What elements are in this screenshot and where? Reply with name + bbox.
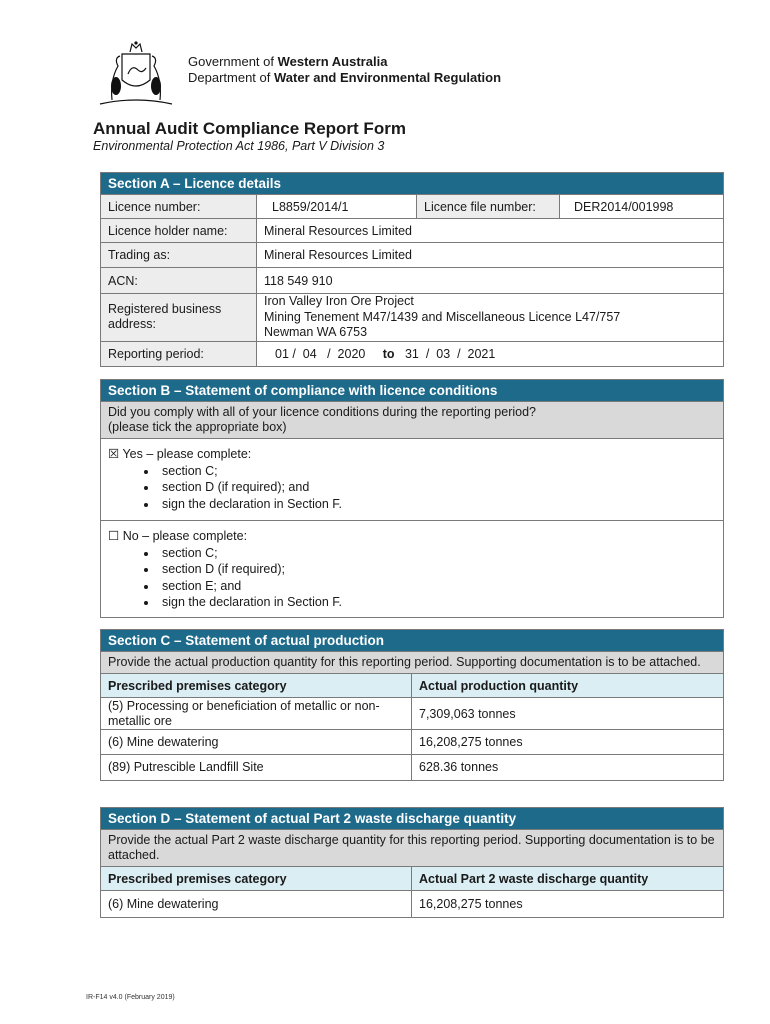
question-line: (please tick the appropriate box): [108, 420, 287, 434]
list-item: • section C;: [158, 545, 716, 562]
list-item: • section D (if required);: [158, 561, 716, 578]
period-to: to: [382, 346, 395, 361]
section-c-heading: Section C – Statement of actual production: [101, 630, 723, 651]
address-line: Mining Tenement M47/1439 and Miscellaneous Licence L47/757: [264, 309, 621, 324]
category-cell: (6) Mine dewatering: [101, 730, 412, 755]
yes-list: [108, 463, 716, 513]
category-cell: (89) Putrescible Landfill Site: [101, 755, 412, 780]
table-row: [101, 891, 723, 917]
period-start: 01 / 04 / 2020: [275, 346, 366, 361]
section-d-intro: Provide the actual Part 2 waste discharge quantity for this reporting period. Supporting documentation is to be attached.: [101, 829, 723, 866]
address-line: Iron Valley Iron Ore Project: [264, 294, 414, 308]
acn-field[interactable]: 118 549 910: [257, 268, 724, 294]
col-header-quantity: Actual Part 2 waste discharge quantity: [412, 867, 724, 891]
address-line: Newman WA 6753: [264, 325, 368, 339]
dept-name: Water and Environmental Regulation: [274, 70, 502, 85]
section-c-intro: Provide the actual production quantity for this reporting period. Supporting documentation is to be attached.: [101, 651, 723, 673]
no-list: [108, 545, 716, 611]
list-item: • section D (if required); and: [158, 479, 716, 496]
list-item: • sign the declaration in Section F.: [158, 496, 716, 513]
list-item: • sign the declaration in Section F.: [158, 594, 716, 611]
section-b: [100, 379, 724, 618]
quantity-cell[interactable]: 7,309,063 tonnes: [412, 698, 724, 730]
reporting-period-field[interactable]: [257, 341, 724, 366]
period-end: 31 / 03 / 2021: [404, 346, 496, 361]
section-c: [100, 629, 724, 781]
section-d: [100, 807, 724, 918]
licence-number-label: Licence number:: [101, 195, 257, 219]
no-label: No – please complete:: [122, 529, 248, 543]
trading-field[interactable]: Mineral Resources Limited: [257, 243, 724, 268]
table-row: [101, 698, 723, 730]
col-header-category: Prescribed premises category: [101, 674, 412, 698]
gov-name: Western Australia: [277, 54, 388, 69]
table-row: [101, 730, 723, 755]
licence-file-field[interactable]: DER2014/001998: [560, 195, 724, 219]
no-checkbox[interactable]: ☐: [108, 529, 120, 543]
col-header-quantity: Actual production quantity: [412, 674, 724, 698]
period-label: Reporting period:: [101, 341, 257, 366]
quantity-cell[interactable]: 628.36 tonnes: [412, 755, 724, 780]
page-title: Annual Audit Compliance Report Form: [93, 119, 406, 138]
yes-label: Yes – please complete:: [122, 447, 252, 461]
production-table: [101, 673, 723, 780]
table-row: [101, 755, 723, 780]
dept-prefix: Department of: [188, 70, 274, 85]
category-cell: (5) Processing or beneficiation of metallic or non-metallic ore: [101, 698, 412, 730]
government-name: [188, 54, 501, 86]
no-option: [101, 520, 723, 617]
address-field[interactable]: [257, 294, 724, 342]
list-item: • section C;: [158, 463, 716, 480]
quantity-cell[interactable]: 16,208,275 tonnes: [412, 891, 724, 917]
form-version-footer: IR-F14 v4.0 (February 2019): [86, 994, 175, 1001]
section-b-heading: Section B – Statement of compliance with licence conditions: [101, 380, 723, 401]
licence-file-label: Licence file number:: [417, 195, 560, 219]
trading-label: Trading as:: [101, 243, 257, 268]
gov-prefix: Government of: [188, 54, 278, 69]
compliance-question: [101, 401, 723, 438]
list-item: • section E; and: [158, 578, 716, 595]
coat-of-arms-icon: [92, 40, 180, 108]
holder-label: Licence holder name:: [101, 219, 257, 243]
licence-number-field[interactable]: L8859/2014/1: [257, 195, 417, 219]
question-line: Did you comply with all of your licence conditions during the reporting period?: [108, 405, 537, 419]
section-d-heading: Section D – Statement of actual Part 2 waste discharge quantity: [101, 808, 723, 829]
section-a-heading: Section A – Licence details: [101, 173, 723, 194]
letterhead: [92, 40, 692, 110]
discharge-table: [101, 866, 723, 917]
yes-option: [101, 438, 723, 520]
quantity-cell[interactable]: 16,208,275 tonnes: [412, 730, 724, 755]
holder-field[interactable]: Mineral Resources Limited: [257, 219, 724, 243]
yes-checkbox[interactable]: ☒: [108, 447, 120, 461]
category-cell: (6) Mine dewatering: [101, 891, 412, 917]
section-a: [100, 172, 724, 367]
licence-details-table: [101, 194, 723, 366]
acn-label: ACN:: [101, 268, 257, 294]
page-subtitle: Environmental Protection Act 1986, Part V Division 3: [93, 139, 385, 153]
address-label: Registered business address:: [101, 294, 257, 342]
col-header-category: Prescribed premises category: [101, 867, 412, 891]
